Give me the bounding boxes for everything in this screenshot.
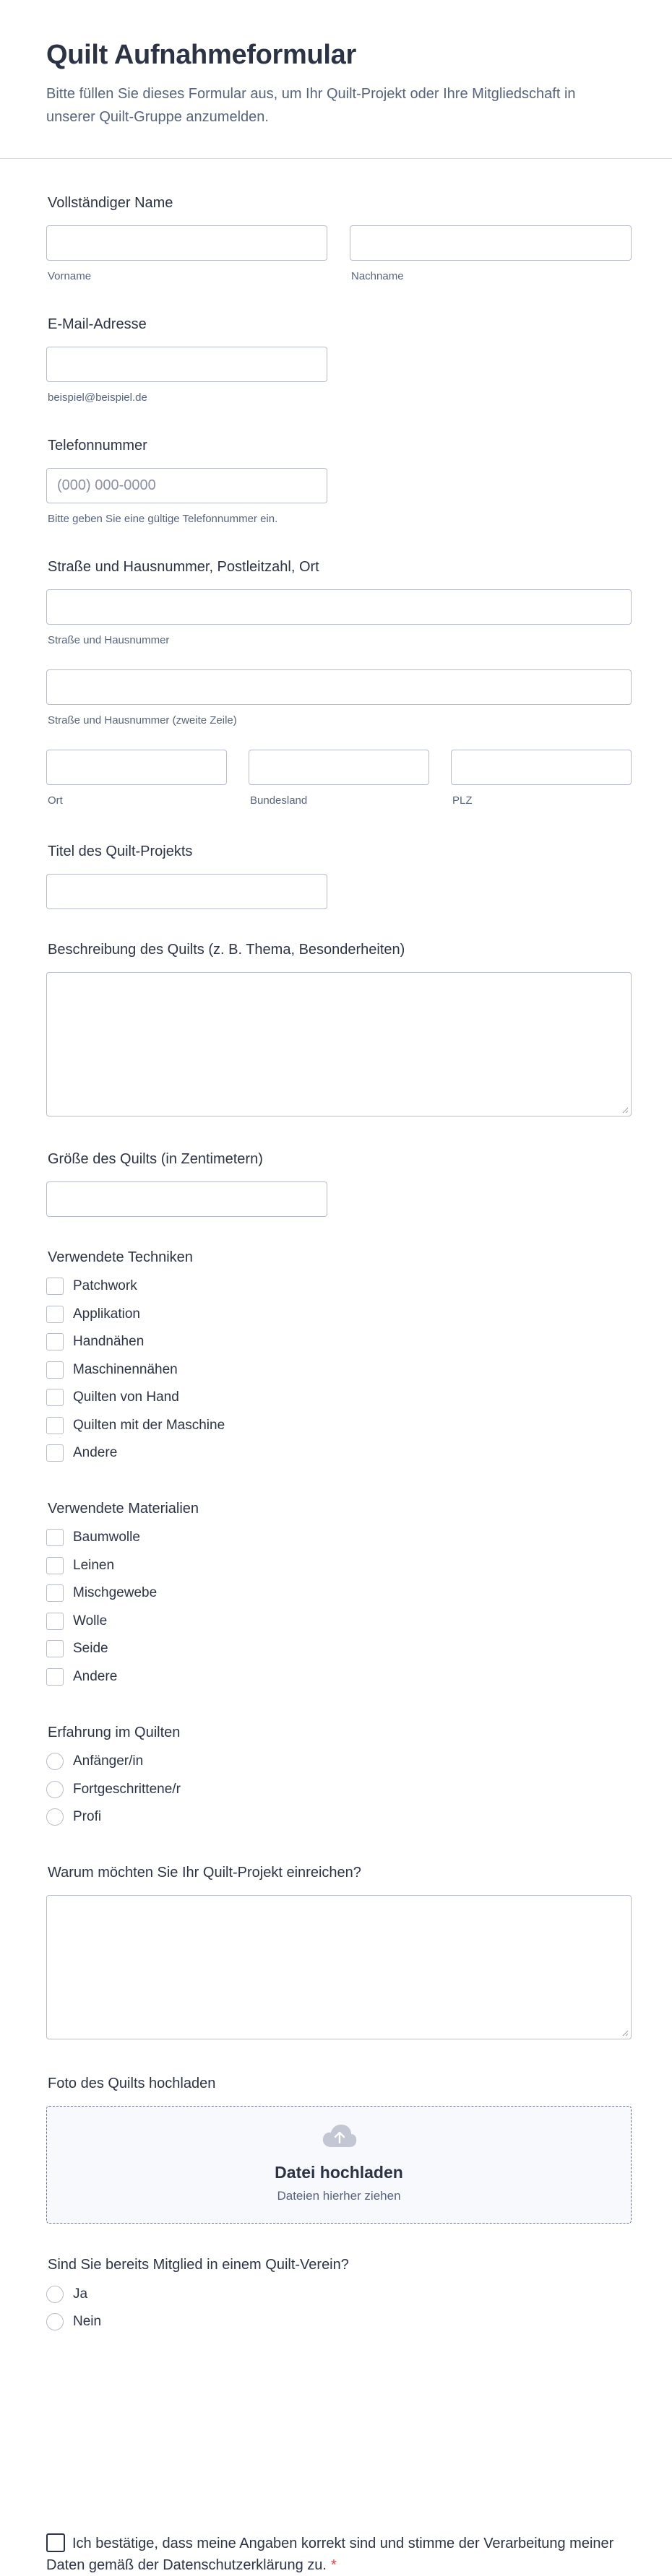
reason-label: Warum möchten Sie Ihr Quilt-Projekt einreichen? [48, 1865, 361, 1881]
consent-text: Ich bestätige, dass meine Angaben korrekt sind und stimme der Verarbeitung meiner Daten gemäß der Datenschutzerklärung zu. [46, 2536, 614, 2573]
project-title-input[interactable] [46, 874, 327, 909]
material-option-seide[interactable]: Seide [46, 1639, 108, 1658]
techniques-label: Verwendete Techniken [48, 1249, 193, 1265]
address-line2-input[interactable] [46, 669, 632, 705]
reason-textarea[interactable] [46, 1895, 632, 2039]
email-input[interactable] [46, 347, 327, 382]
member-label: Sind Sie bereits Mitglied in einem Quilt-Verein? [48, 2257, 349, 2273]
checkbox[interactable] [46, 1389, 64, 1406]
checkbox[interactable] [46, 1640, 64, 1657]
consent-checkbox[interactable] [46, 2533, 65, 2552]
state-sublabel: Bundesland [250, 794, 308, 807]
radio-button[interactable] [46, 1781, 64, 1798]
phone-label: Telefonnummer [48, 438, 147, 454]
size-input[interactable] [46, 1181, 327, 1217]
technique-option-andere[interactable]: Andere [46, 1444, 117, 1462]
upload-title: Datei hochladen [275, 2163, 403, 2182]
checkbox[interactable] [46, 1557, 64, 1574]
cloud-upload-icon [322, 2122, 358, 2148]
checkbox[interactable] [46, 1417, 64, 1434]
radio-button[interactable] [46, 1753, 64, 1770]
radio-button[interactable] [46, 1808, 64, 1826]
material-option-mischgewebe[interactable]: Mischgewebe [46, 1584, 157, 1603]
form-header [0, 0, 672, 159]
checkbox[interactable] [46, 1613, 64, 1630]
checkbox[interactable] [46, 1584, 64, 1602]
technique-option-handnaehen[interactable]: Handnähen [46, 1332, 144, 1351]
experience-option-fortgeschritten[interactable]: Fortgeschrittene/r [46, 1780, 181, 1799]
checkbox[interactable] [46, 1306, 64, 1323]
experience-option-profi[interactable]: Profi [46, 1808, 101, 1826]
phone-sublabel: Bitte geben Sie eine gültige Telefonnummer ein. [48, 513, 278, 525]
size-label: Größe des Quilts (in Zentimetern) [48, 1151, 263, 1167]
phone-placeholder: (000) 000-0000 [57, 477, 156, 493]
email-sublabel: beispiel@beispiel.de [48, 391, 147, 404]
email-label: E-Mail-Adresse [48, 316, 147, 332]
resize-grip-icon[interactable] [621, 1106, 629, 1114]
material-option-leinen[interactable]: Leinen [46, 1556, 114, 1575]
address-label: Straße und Hausnummer, Postleitzahl, Ort [48, 559, 319, 575]
checkbox[interactable] [46, 1278, 64, 1295]
form-title: Quilt Aufnahmeformular [46, 40, 357, 70]
checkbox[interactable] [46, 1529, 64, 1546]
consent-field [46, 2533, 632, 2576]
city-input[interactable] [46, 750, 227, 785]
materials-label: Verwendete Materialien [48, 1501, 199, 1517]
technique-option-quilten-maschine[interactable]: Quilten mit der Maschine [46, 1416, 225, 1435]
first-name-input[interactable] [46, 225, 327, 261]
file-upload-dropzone[interactable] [46, 2106, 632, 2224]
project-title-label: Titel des Quilt-Projekts [48, 844, 193, 859]
address-line1-input[interactable] [46, 589, 632, 625]
last-name-sublabel: Nachname [351, 270, 404, 282]
upload-label: Foto des Quilts hochladen [48, 2076, 216, 2091]
technique-option-quilten-hand[interactable]: Quilten von Hand [46, 1388, 179, 1407]
technique-option-maschinennaehen[interactable]: Maschinennähen [46, 1361, 178, 1379]
radio-button[interactable] [46, 2313, 64, 2330]
zip-sublabel: PLZ [452, 794, 473, 807]
form-description: Bitte füllen Sie dieses Formular aus, um Ihr Quilt-Projekt oder Ihre Mitgliedschaft in unserer Quilt-Gruppe anzumelden. [46, 86, 576, 125]
state-input[interactable] [249, 750, 429, 785]
experience-label: Erfahrung im Quilten [48, 1725, 181, 1740]
material-option-wolle[interactable]: Wolle [46, 1612, 107, 1631]
address-line1-sublabel: Straße und Hausnummer [48, 634, 170, 646]
last-name-input[interactable] [350, 225, 632, 261]
material-option-baumwolle[interactable]: Baumwolle [46, 1528, 140, 1547]
resize-grip-icon[interactable] [621, 2029, 629, 2037]
experience-option-anfaenger[interactable]: Anfänger/in [46, 1752, 143, 1771]
required-mark: * [330, 2557, 337, 2573]
name-label: Vollständiger Name [48, 195, 173, 211]
checkbox[interactable] [46, 1444, 64, 1462]
description-label: Beschreibung des Quilts (z. B. Thema, Besonderheiten) [48, 942, 405, 958]
member-option-nein[interactable]: Nein [46, 2312, 101, 2331]
zip-input[interactable] [451, 750, 632, 785]
material-option-andere[interactable]: Andere [46, 1668, 117, 1686]
checkbox[interactable] [46, 1668, 64, 1686]
radio-button[interactable] [46, 2286, 64, 2303]
description-textarea[interactable] [46, 972, 632, 1116]
checkbox[interactable] [46, 1333, 64, 1350]
city-sublabel: Ort [48, 794, 63, 807]
address-line2-sublabel: Straße und Hausnummer (zweite Zeile) [48, 714, 237, 727]
technique-option-patchwork[interactable]: Patchwork [46, 1277, 137, 1296]
phone-input[interactable] [46, 468, 327, 503]
checkbox[interactable] [46, 1361, 64, 1379]
member-option-ja[interactable]: Ja [46, 2285, 87, 2304]
first-name-sublabel: Vorname [48, 270, 92, 282]
technique-option-applikation[interactable]: Applikation [46, 1305, 140, 1324]
upload-subtitle: Dateien hierher ziehen [277, 2189, 401, 2203]
